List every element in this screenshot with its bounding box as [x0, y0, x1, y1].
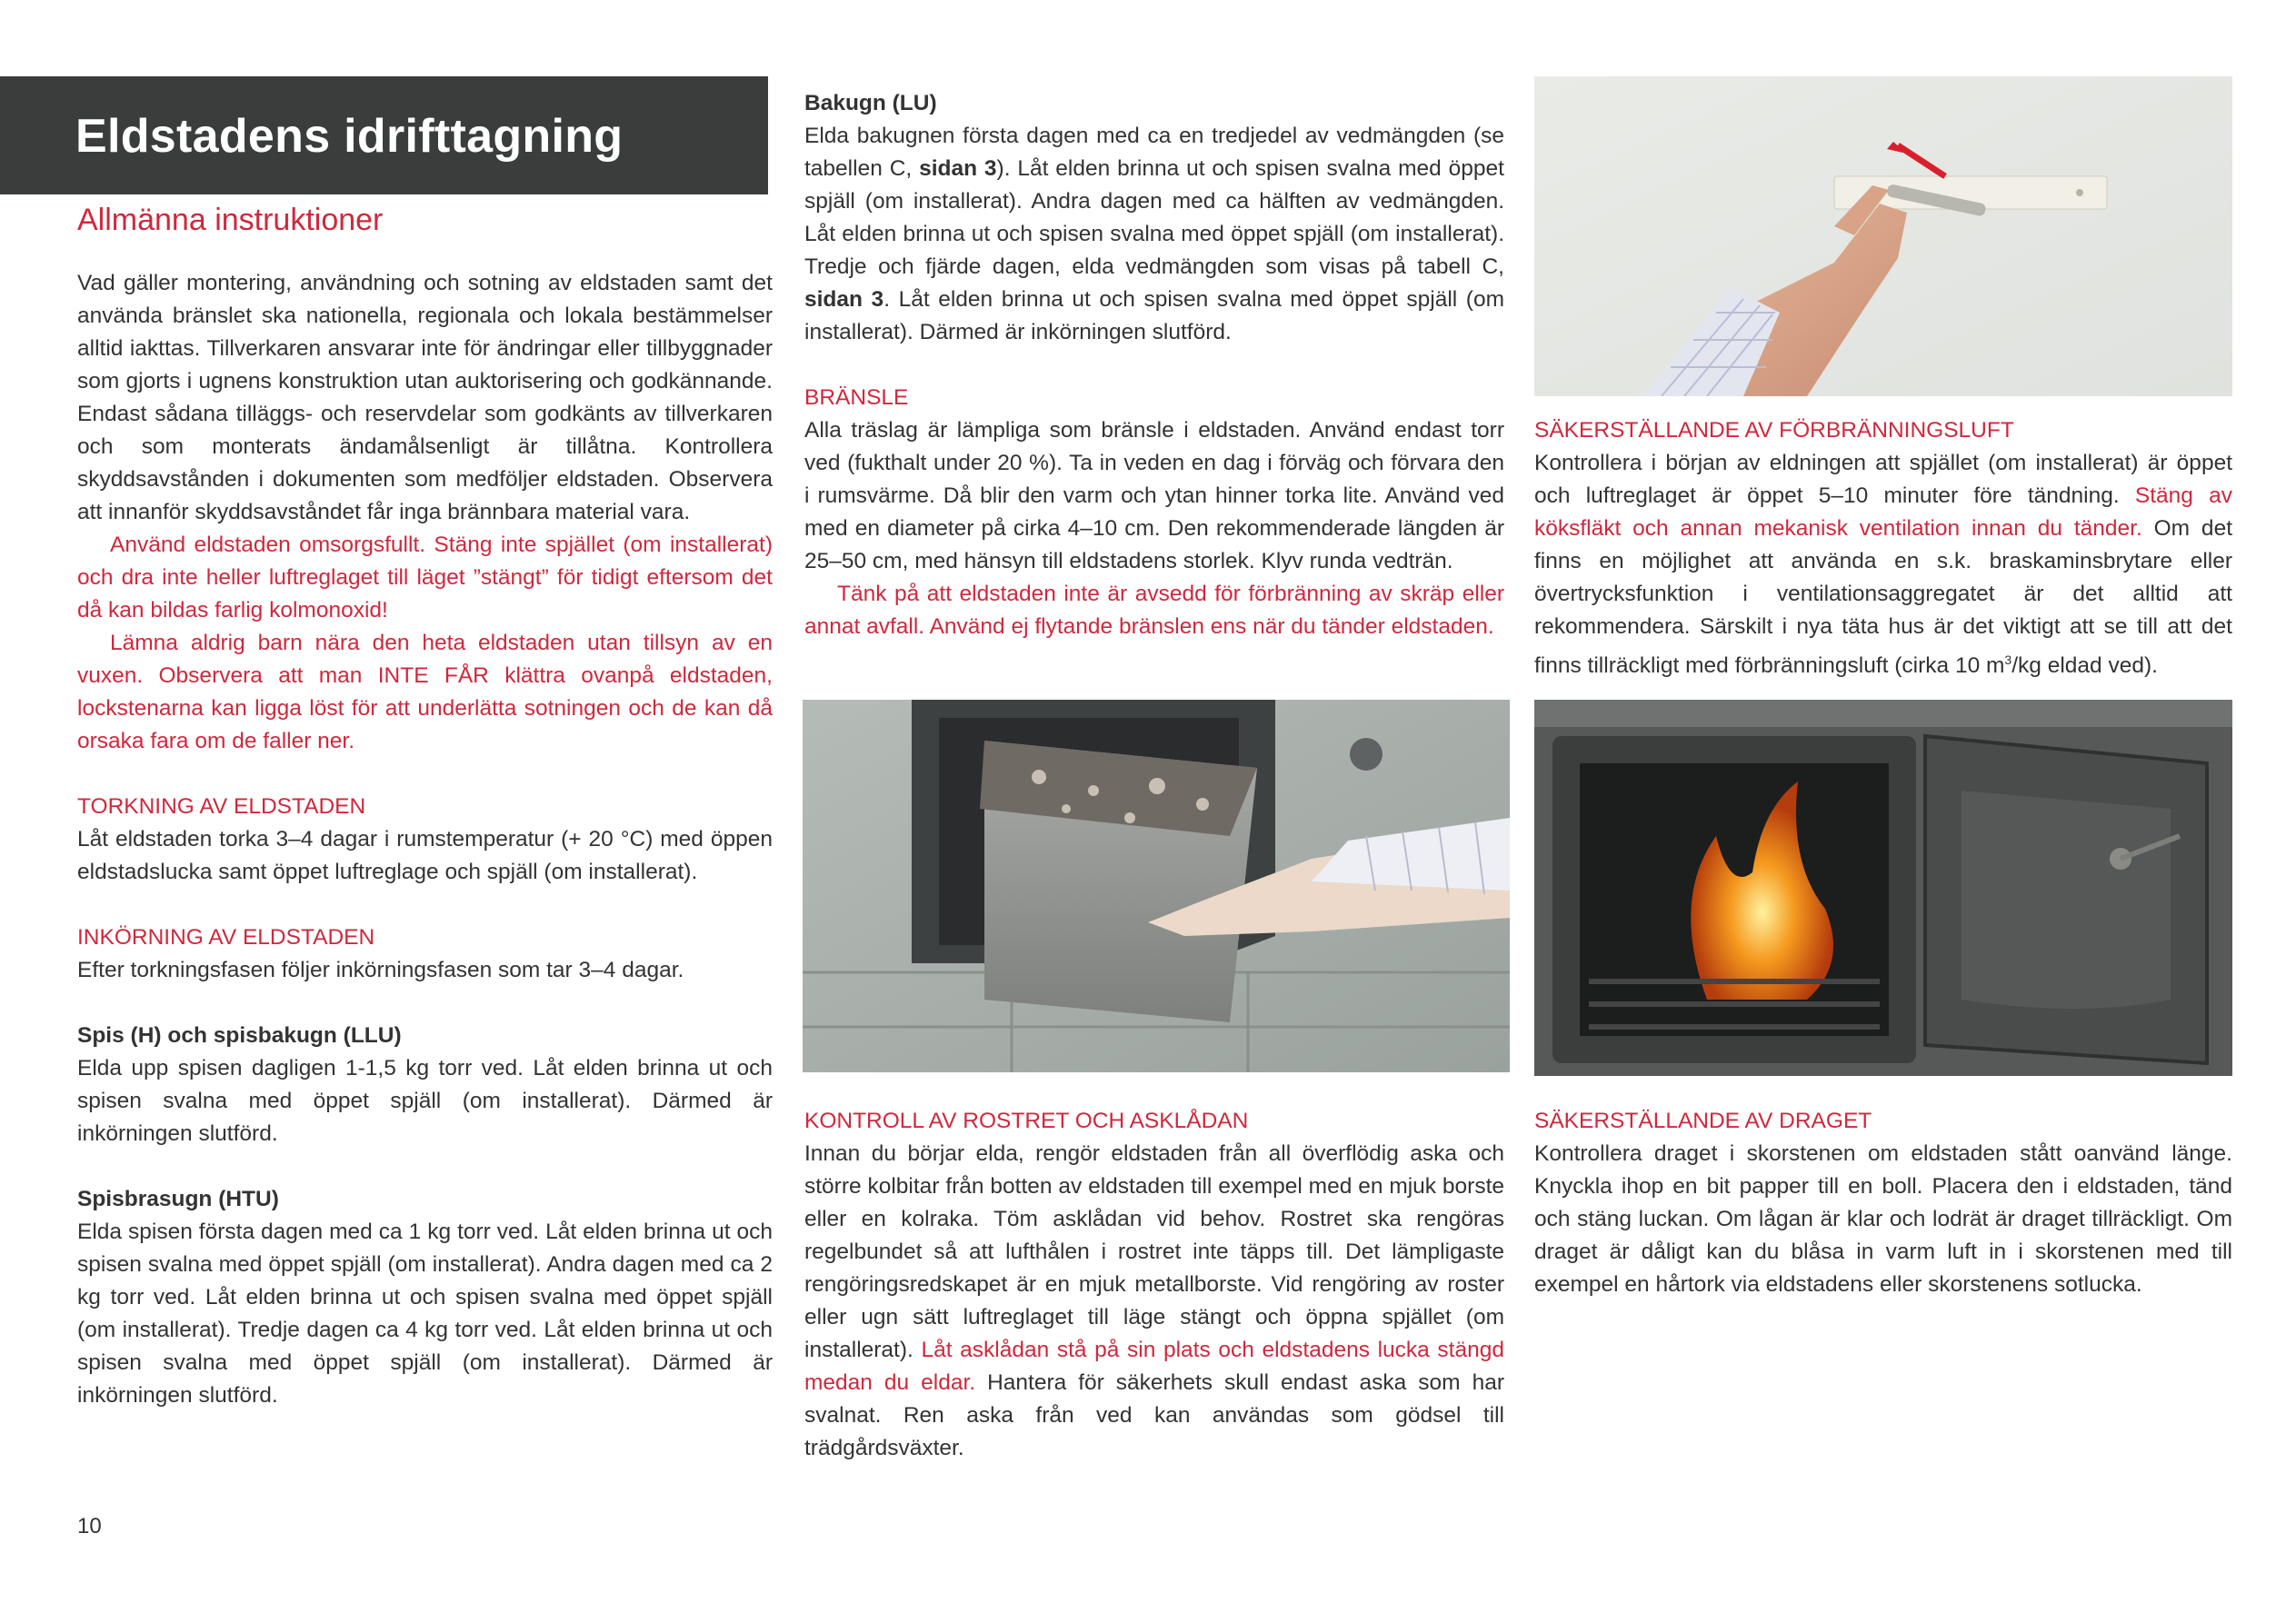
heading-torkning: TORKNING AV ELDSTADEN	[77, 794, 366, 819]
intro-paragraph: Vad gäller montering, användning och sotning av eldstaden samt det använda bränslet ska nationella, regionala och lokala bestämmelser alltid iakttas. Tillverkaren ansvarar inte för ändringar eller tillbyggnader som gjorts i ugnens konstruktion utan auktorisering och godkännande. Endast sådana tilläggs- och reservdelar som godkänts av tillverkaren och som monterats ändamålsenligt är tillåtna. Kontrollera skyddsavstånden i dokumenten som medföljer eldstaden. Observera att innanför skyddsavståndet får inga brännbara material vara.	[77, 271, 773, 524]
warning-bransle: Tänk på att eldstaden inte är avsedd för förbränning av skräp eller annat avfall. Använd ej flytande bränslen ens när du tänder eldstaden.	[804, 582, 1504, 639]
heading-inkorning: INKÖRNING AV ELDSTADEN	[77, 925, 375, 950]
heading-spis: Spis (H) och spisbakugn (LLU)	[77, 1023, 402, 1048]
text-spis: Elda upp spisen dagligen 1-1,5 kg torr ved. Låt elden brinna ut och spisen svalna med öppet spjäll (om installerat). Därmed är inkörningen slutförd.	[77, 1056, 773, 1146]
column-middle-bottom	[804, 1105, 1504, 1465]
heading-bransle: BRÄNSLE	[804, 385, 909, 410]
text-inkorning: Efter torkningsfasen följer inkörningsfasen som tar 3–4 dagar.	[77, 958, 684, 982]
text-bakugn: Elda bakugnen första dagen med ca en tredjedel av vedmängden (se tabellen C, sidan 3). Låt elden brinna ut och spisen svalna med öppet spjäll (om installerat). Andra dagen med ca hälften av vedmängden. Låt elden brinna ut och spisen svalna med öppet spjäll (om installerat). Tredje och fjärde dagen, elda vedmängden som visas på tabell C, sidan 3. Låt elden brinna ut och spisen svalna med öppet spjäll (om installerat). Därmed är inkörningen slutförd.	[804, 124, 1504, 344]
column-middle-top	[804, 87, 1504, 643]
title-bar	[0, 76, 768, 194]
page-number: 10	[77, 1514, 102, 1538]
heading-spisbrasugn: Spisbrasugn (HTU)	[77, 1187, 279, 1211]
text-rostret: Innan du börjar elda, rengör eldstaden från all överflödig aska och större kolbitar från botten av eldstaden till exempel med en mjuk borste eller en kolraka. Töm asklådan vid behov. Rostret ska rengöras regelbundet så att lufthålen i rostret inte täpps till. Det lämpligaste rengöringsredskapet är en mjuk metallborste. Vid rengöring av roster eller ugn sätt luftreglaget till läge stängt och öppna spjället (om installerat). Låt asklådan stå på sin plats och eldstadens lucka stängd medan du eldar. Hantera för säkerhets skull endast aska som har svalnat. Ren aska från ved kan användas som gödsel till trädgårdsväxter.	[804, 1141, 1504, 1460]
heading-bakugn: Bakugn (LU)	[804, 91, 937, 115]
text-torkning: Låt eldstaden torka 3–4 dagar i rumstemperatur (+ 20 °C) med öppen eldstadslucka samt öppet luftreglage och spjäll (om installerat).	[77, 827, 773, 884]
warning-ventilation: Stäng av köksfläkt och annan mekanisk ventilation innan du tänder.	[1534, 483, 2232, 541]
page-title: Eldstadens idrifttagning	[75, 110, 624, 163]
warning-paragraph-2: Lämna aldrig barn nära den heta eldstaden utan tillsyn av en vuxen. Observera att man INTE FÅR klättra ovanpå eldstaden, lockstenarna kan ligga löst för att underlätta sotningen och de kan då orsaka fara om de faller ner.	[77, 631, 773, 753]
heading-draget: SÄKERSTÄLLANDE AV DRAGET	[1534, 1109, 1872, 1133]
photo-fire-stove	[1534, 700, 2232, 1076]
text-forbranningsluft: Kontrollera i början av eldningen att spjället (om installerat) är öppet och luftreglaget är öppet 5–10 minuter före tändning. Stäng av köksfläkt och annan mekanisk ventilation innan du tänder. Om det finns en möjlighet att använda en s.k. braskaminsbrytare eller övertrycksfunktion i ventilationsaggregatet är det alltid att rekommendera. Särskilt i nya täta hus är det viktigt att se till att det finns tillräckligt med förbränningsluft (cirka 10 $m^3/kg$ eldad ved).	[1534, 451, 2232, 679]
warning-paragraph-1: Använd eldstaden omsorgsfullt. Stäng inte spjället (om installerat) och dra inte heller luftreglaget till läget ”stängt” för tidigt eftersom det då kan bildas farlig kolmonoxid!	[77, 533, 773, 622]
column-right-bottom	[1534, 1105, 2232, 1301]
text-bransle: Alla träslag är lämpliga som bränsle i eldstaden. Använd endast torr ved (fukthalt under 20 %). Ta in veden en dag i förväg och förvara den i rumsvärme. Då blir den varm och ytan hinner torka lite. Använd ved med en diameter på cirka 4–10 cm. Den rekommenderade längden är 25–50 cm, med hänsyn till eldstadens storlek. Klyv runda vedträn.	[804, 418, 1504, 573]
heading-forbranningsluft: SÄKERSTÄLLANDE AV FÖRBRÄNNINGSLUFT	[1534, 418, 2014, 443]
photo-damper-handle	[1534, 76, 2232, 396]
section-subtitle: Allmänna instruktioner	[77, 203, 384, 237]
photo-ash-drawer	[803, 700, 1510, 1072]
text-draget: Kontrollera draget i skorstenen om eldstaden stått oanvänd länge. Knyckla ihop en bit papper till en boll. Placera den i eldstaden, tänd och stäng luckan. Om lågan är klar och lodrät är draget tillräckligt. Om draget är dåligt kan du blåsa in varm luft in i skorstenen med till exempel en hårtork via eldstadens eller skorstenens sotlucka.	[1534, 1141, 2232, 1297]
text-spisbrasugn: Elda spisen första dagen med ca 1 kg torr ved. Låt elden brinna ut och spisen svalna med öppet spjäll (om installerat). Andra dagen med ca 2 kg torr ved. Låt elden brinna ut och spisen svalna med öppet spjäll (om installerat). Tredje dagen ca 4 kg torr ved. Låt elden brinna ut och spisen svalna med öppet spjäll (om installerat). Därmed är inkörningen slutförd.	[77, 1220, 773, 1408]
warning-rostret: Låt asklådan stå på sin plats och eldstadens lucka stängd medan du eldar.	[804, 1338, 1504, 1395]
column-right-top	[1534, 414, 2232, 682]
heading-rostret: KONTROLL AV ROSTRET OCH ASKLÅDAN	[804, 1109, 1249, 1133]
column-left	[77, 200, 773, 1412]
